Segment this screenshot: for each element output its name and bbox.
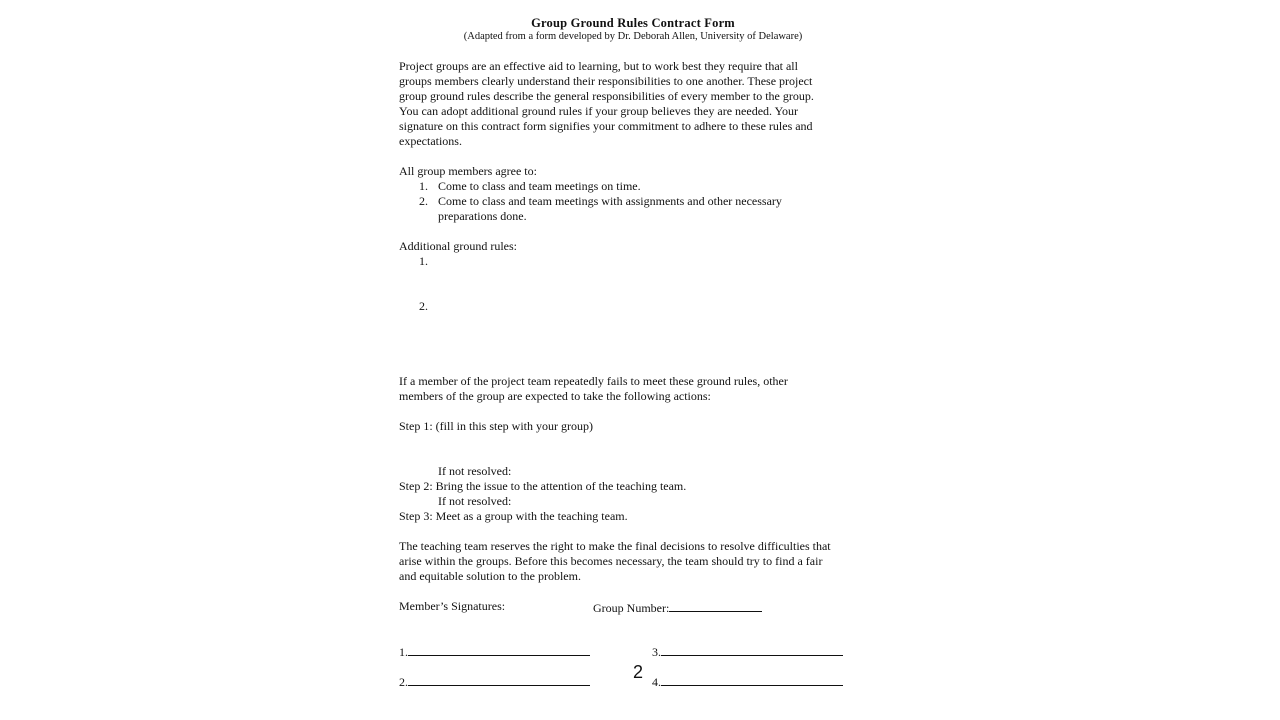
signature-line[interactable]: [399, 673, 590, 690]
signature-blank[interactable]: [408, 643, 590, 656]
group-number-blank[interactable]: [669, 599, 762, 612]
signature-number: 4.: [652, 675, 661, 689]
step-3: Step 3: Meet as a group with the teaching team.: [399, 509, 628, 523]
reserve-line: and equitable solution to the problem.: [399, 569, 581, 583]
intro-line: groups members clearly understand their responsibilities to one another. These project: [399, 74, 813, 88]
page-number: 2: [633, 662, 644, 682]
signature-blank[interactable]: [661, 673, 843, 686]
agree-item-text: Come to class and team meetings with assignments and other necessary: [438, 194, 782, 208]
signature-number: 2.: [399, 675, 408, 689]
agree-heading: All group members agree to:: [399, 164, 537, 178]
group-number-label: Group Number:: [593, 601, 670, 615]
signature-line[interactable]: [399, 643, 590, 660]
agree-item-text-continued: preparations done.: [438, 209, 527, 223]
signature-number: 1.: [399, 645, 408, 659]
intro-line: You can adopt additional ground rules if your group believes they are needed. Your: [399, 104, 799, 118]
agree-item-text: Come to class and team meetings on time.: [438, 179, 641, 193]
intro-line: Project groups are an effective aid to learning, but to work best they require that all: [399, 59, 798, 73]
intro-line: signature on this contract form signifies your commitment to adhere to these rules and: [399, 119, 813, 133]
step-2: Step 2: Bring the issue to the attention of the teaching team.: [399, 479, 687, 493]
document-subtitle: (Adapted from a form developed by Dr. Deborah Allen, University of Delaware): [463, 31, 803, 42]
intro-line: expectations.: [399, 134, 462, 148]
fail-line: If a member of the project team repeatedly fails to meet these ground rules, other: [399, 374, 788, 388]
document-title: Group Ground Rules Contract Form: [531, 16, 735, 30]
reserve-line: arise within the groups. Before this becomes necessary, the team should try to find a fair: [399, 554, 823, 568]
signature-number: 3.: [652, 645, 661, 659]
reserve-line: The teaching team reserves the right to make the final decisions to resolve difficulties that: [399, 539, 831, 553]
signature-line[interactable]: [652, 643, 843, 660]
signature-blank[interactable]: [408, 673, 590, 686]
agree-item-number: 2.: [419, 194, 428, 208]
if-not-resolved: If not resolved:: [438, 464, 512, 478]
group-number-field[interactable]: [593, 599, 762, 616]
signature-line[interactable]: [652, 673, 843, 690]
contract-form-page: [399, 14, 879, 714]
additional-item-number: 2.: [419, 299, 428, 313]
additional-heading: Additional ground rules:: [399, 239, 517, 253]
intro-line: group ground rules describe the general responsibilities of every member to the group.: [399, 89, 814, 103]
signatures-label: Member’s Signatures:: [399, 599, 506, 613]
step-1: Step 1: (fill in this step with your group): [399, 419, 593, 433]
fail-line: members of the group are expected to take the following actions:: [399, 389, 711, 403]
additional-item-number: 1.: [419, 254, 428, 268]
agree-item-number: 1.: [419, 179, 428, 193]
if-not-resolved: If not resolved:: [438, 494, 512, 508]
signature-blank[interactable]: [661, 643, 843, 656]
